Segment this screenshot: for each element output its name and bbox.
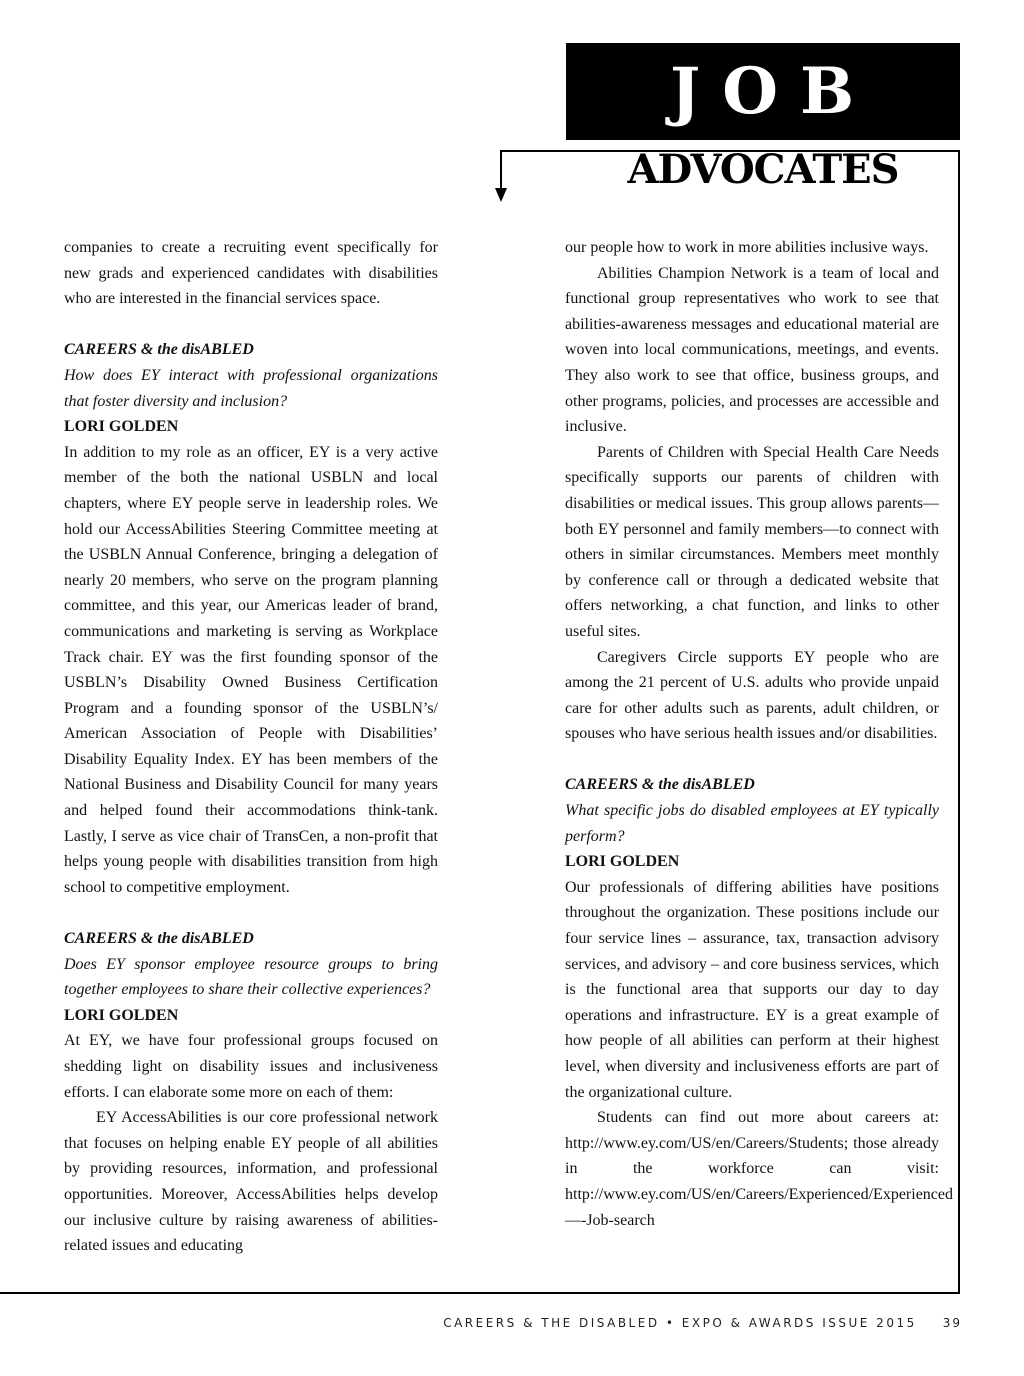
left-column	[64, 235, 438, 1259]
frame-top-rule	[500, 150, 960, 152]
question: How does EY interact with professional organizations that foster diversity and inclusion?	[64, 366, 438, 410]
section-title-job: JOB	[566, 43, 960, 140]
question: Does EY sponsor employee resource groups to bring together employees to share their collective experiences?	[64, 955, 438, 999]
paragraph: Abilities Champion Network is a team of local and functional group representatives who work to see that abilities-awareness messages and educational material are woven into local communications, meetings, and events. They also work to see that office, business groups, and other programs, policies, and processes are accessible and inclusive.	[565, 264, 939, 436]
interviewer-label: CAREERS & the disABLED	[565, 776, 755, 794]
paragraph: our people how to work in more abilities inclusive ways.	[565, 239, 929, 256]
page-footer	[0, 1316, 962, 1330]
answer: Students can find out more about careers at: http://www.ey.com/US/en/Careers/Students; those already in the workforce can visit: http://www.ey.com/US/en/Careers/Experienced/Experienced—-Job-search	[565, 1109, 954, 1229]
arrow-shaft	[500, 150, 502, 192]
page-number: 39	[942, 1316, 962, 1330]
speaker-name: LORI GOLDEN	[64, 418, 179, 436]
answer: EY AccessAbilities is our core professional network that focuses on helping enable EY people of all abilities by providing resources, information, and professional opportunities. Moreover, AccessAbilities helps develop our inclusive culture by raising awareness of abilities-related issues and educating	[64, 1109, 438, 1255]
frame-bottom-rule	[0, 1292, 960, 1294]
frame-right-rule	[958, 150, 960, 1293]
answer: Our professionals of differing abilities have positions throughout the organization. These positions include our four service lines – assurance, tax, transaction advisory services, and advisory – and core business services, which is the functional area that supports our day to day operations and infrastructure. EY is a great example of how people of all abilities can perform at their highest level, when diversity and inclusiveness efforts are part of the organizational culture.	[565, 878, 939, 1101]
speaker-name: LORI GOLDEN	[64, 1006, 179, 1024]
arrow-down-icon	[495, 188, 507, 202]
paragraph: Parents of Children with Special Health Care Needs specifically supports our parents of children with disabilities or medical issues. This group allows parents—both EY personnel and family members—to connect with others in similar circumstances. Members meet monthly by conference call or through a dedicated website that offers networking, a chat function, and links to other useful sites.	[565, 443, 939, 640]
question: What specific jobs do disabled employees at EY typically perform?	[565, 802, 939, 845]
answer: At EY, we have four professional groups focused on shedding light on disability issues and inclusiveness efforts. I can elaborate some more on each of them:	[64, 1032, 438, 1101]
speaker-name: LORI GOLDEN	[565, 853, 680, 871]
footer-publication: CAREERS & THE DISABLED • EXPO & AWARDS ISSUE 2015	[443, 1316, 917, 1330]
paragraph: companies to create a recruiting event specifically for new grads and experienced candidates with disabilities who are interested in the financial services space.	[64, 239, 438, 308]
right-column	[565, 235, 954, 1233]
section-title-advocates: ADVOCATES	[627, 146, 899, 193]
interviewer-label: CAREERS & the disABLED	[64, 341, 254, 359]
paragraph: Caregivers Circle supports EY people who are among the 21 percent of U.S. adults who provide unpaid care for other adults such as parents, adult children, or spouses who have serious health issues and/or disabilities.	[565, 648, 939, 743]
interviewer-label: CAREERS & the disABLED	[64, 930, 254, 948]
answer: In addition to my role as an officer, EY is a very active member of the both the national USBLN and local chapters, where EY people serve in leadership roles. We hold our AccessAbilities Steering Committee meeting at the USBLN Annual Conference, bringing a delegation of nearly 20 members, who serve on the program planning committee, and this year, our Americas leader of brand, communications and marketing is serving as Workplace Track chair. EY was the first founding sponsor of the USBLN’s Disability Owned Business Certification Program and a founding sponsor of the USBLN’s/ American Association of People with Disabilities’ Disability Equality Index. EY has been members of the National Business and Disability Council for many years and helped found their accommodations think-tank. Lastly, I serve as vice chair of TransCen, a non-profit that helps young people with disabilities transition from high school to competitive employment.	[64, 443, 438, 896]
